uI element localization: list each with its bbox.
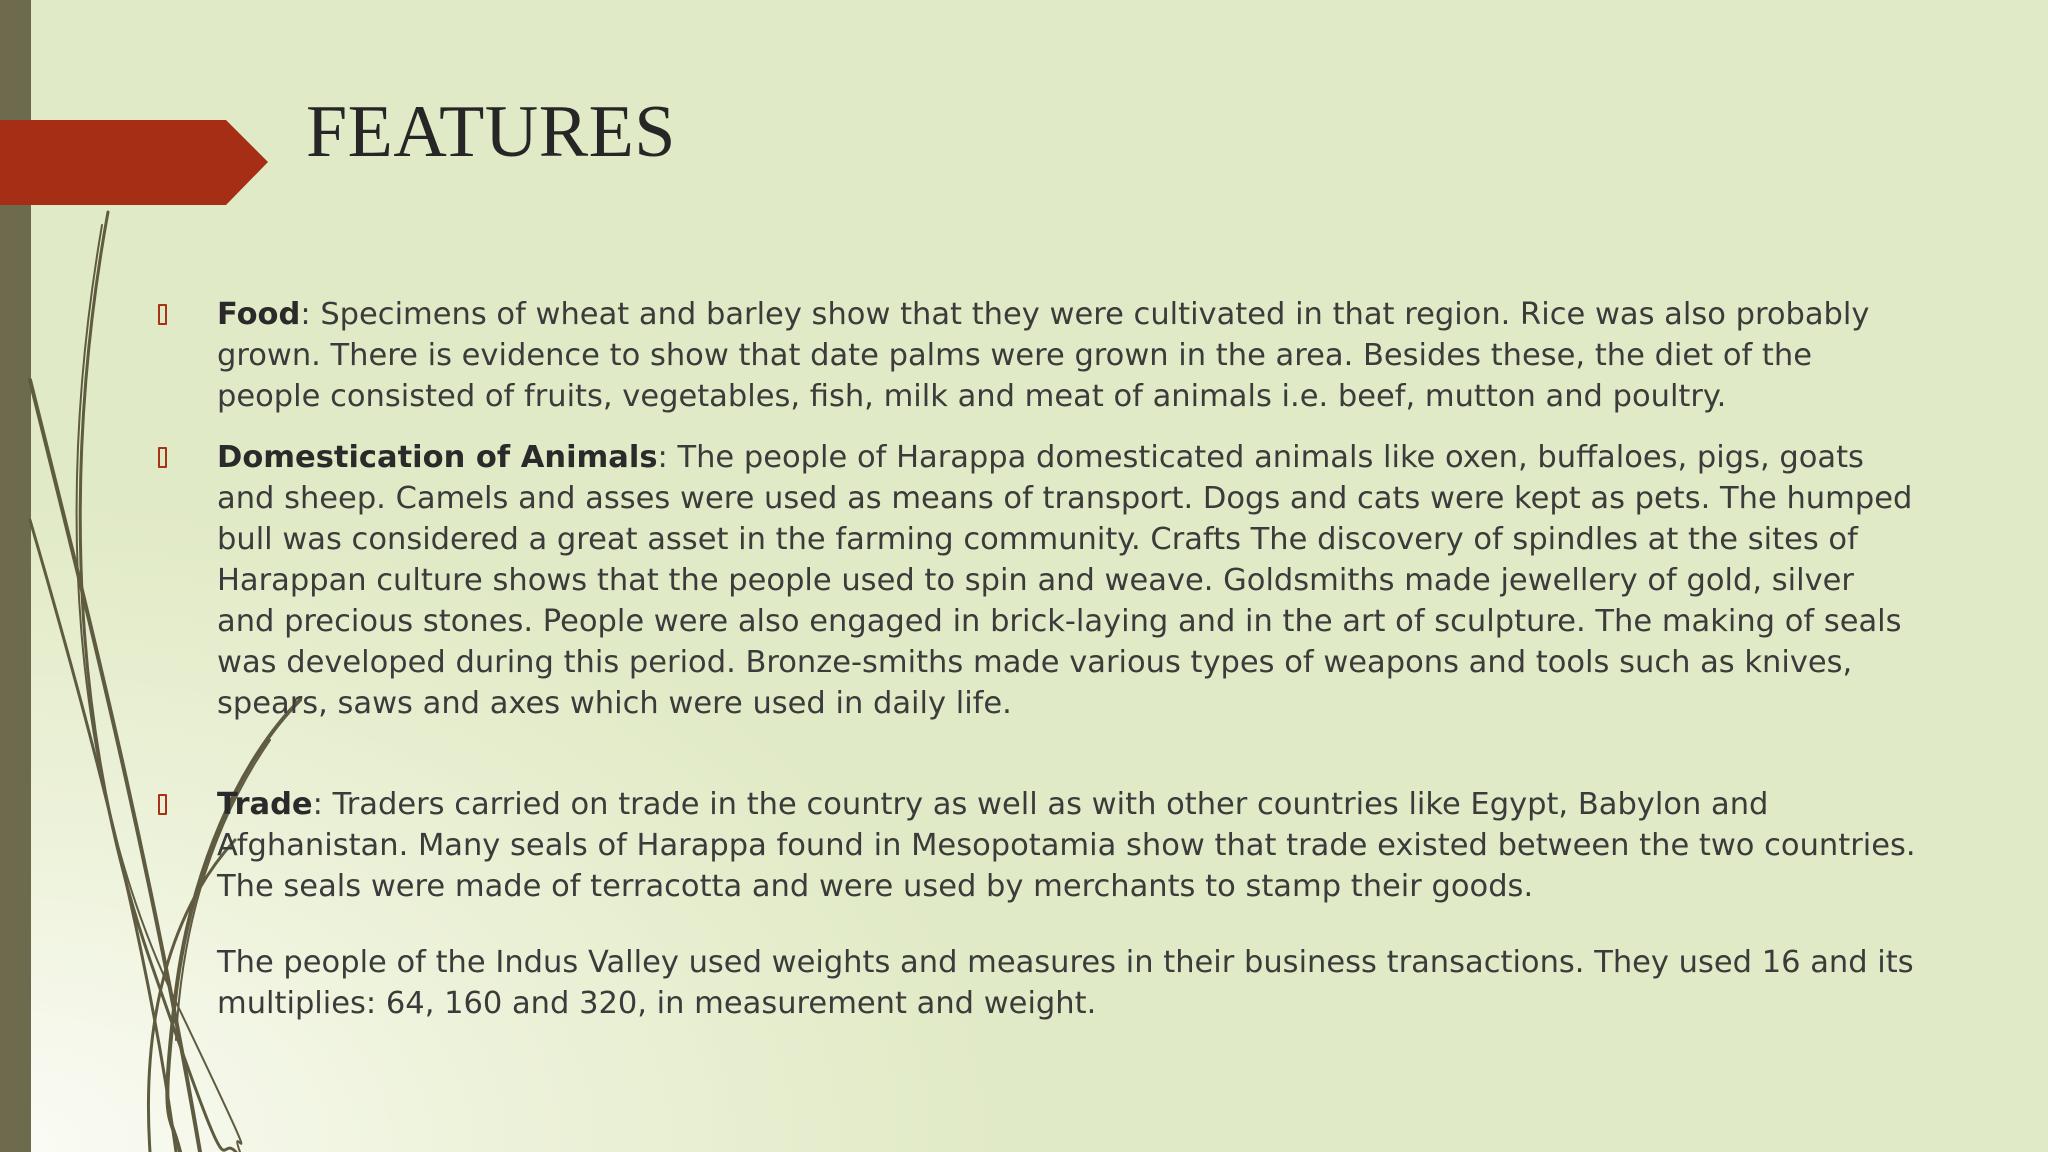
title-arrow-shape bbox=[0, 120, 268, 205]
bullet-text: : Traders carried on trade in the country as well as with other countries like Egypt, Babylon and Afghanistan. Many seals of Harappa found in Mesopotamia show that trade existed between the two countries. The seals were made of terracotta and were used by merchants to stamp their goods. bbox=[217, 787, 1916, 904]
bullet-text: : The people of Harappa domesticated animals like oxen, buffaloes, pigs, goats and sheep. Camels and asses were used as means of transport. Dogs and cats were kept as pets. The humped bull was considered a great asset in the farming community. Crafts The discovery of spindles at the sites of Harappan culture shows that the people used to spin and weave. Goldsmiths made jewellery of gold, silver and precious stones. People were also engaged in brick-laying and in the art of sculpture. The making of seals was developed during this period. Bronze-smiths made various types of weapons and tools such as knives, spears, saws and axes which were used in daily life. bbox=[217, 440, 1913, 721]
bullet-food bbox=[150, 294, 1920, 417]
bullet-marker-icon bbox=[158, 447, 167, 468]
bullet-text: : Specimens of wheat and barley show that they were cultivated in that region. Rice was also probably grown. There is evidence to show that date palms were grown in the area. Besides these, the diet of the people consisted of fruits, vegetables, fish, milk and meat of animals i.e. beef, mutton and poultry. bbox=[217, 297, 1870, 414]
bullet-term: Trade bbox=[217, 787, 313, 822]
slide-title: FEATURES bbox=[306, 91, 676, 173]
bullet-term: Food bbox=[217, 297, 301, 332]
bullet-domestication bbox=[150, 437, 1920, 724]
bullet-trade bbox=[150, 784, 1920, 907]
closing-paragraph: The people of the Indus Valley used weights and measures in their business transactions. They used 16 and its multiplies: 64, 160 and 320, in measurement and weight. bbox=[217, 945, 1914, 1021]
bullet-marker-icon bbox=[158, 304, 167, 325]
bullet-term: Domestication of Animals bbox=[217, 440, 658, 475]
slide-content bbox=[150, 294, 1920, 1024]
bullet-marker-icon bbox=[158, 794, 167, 815]
